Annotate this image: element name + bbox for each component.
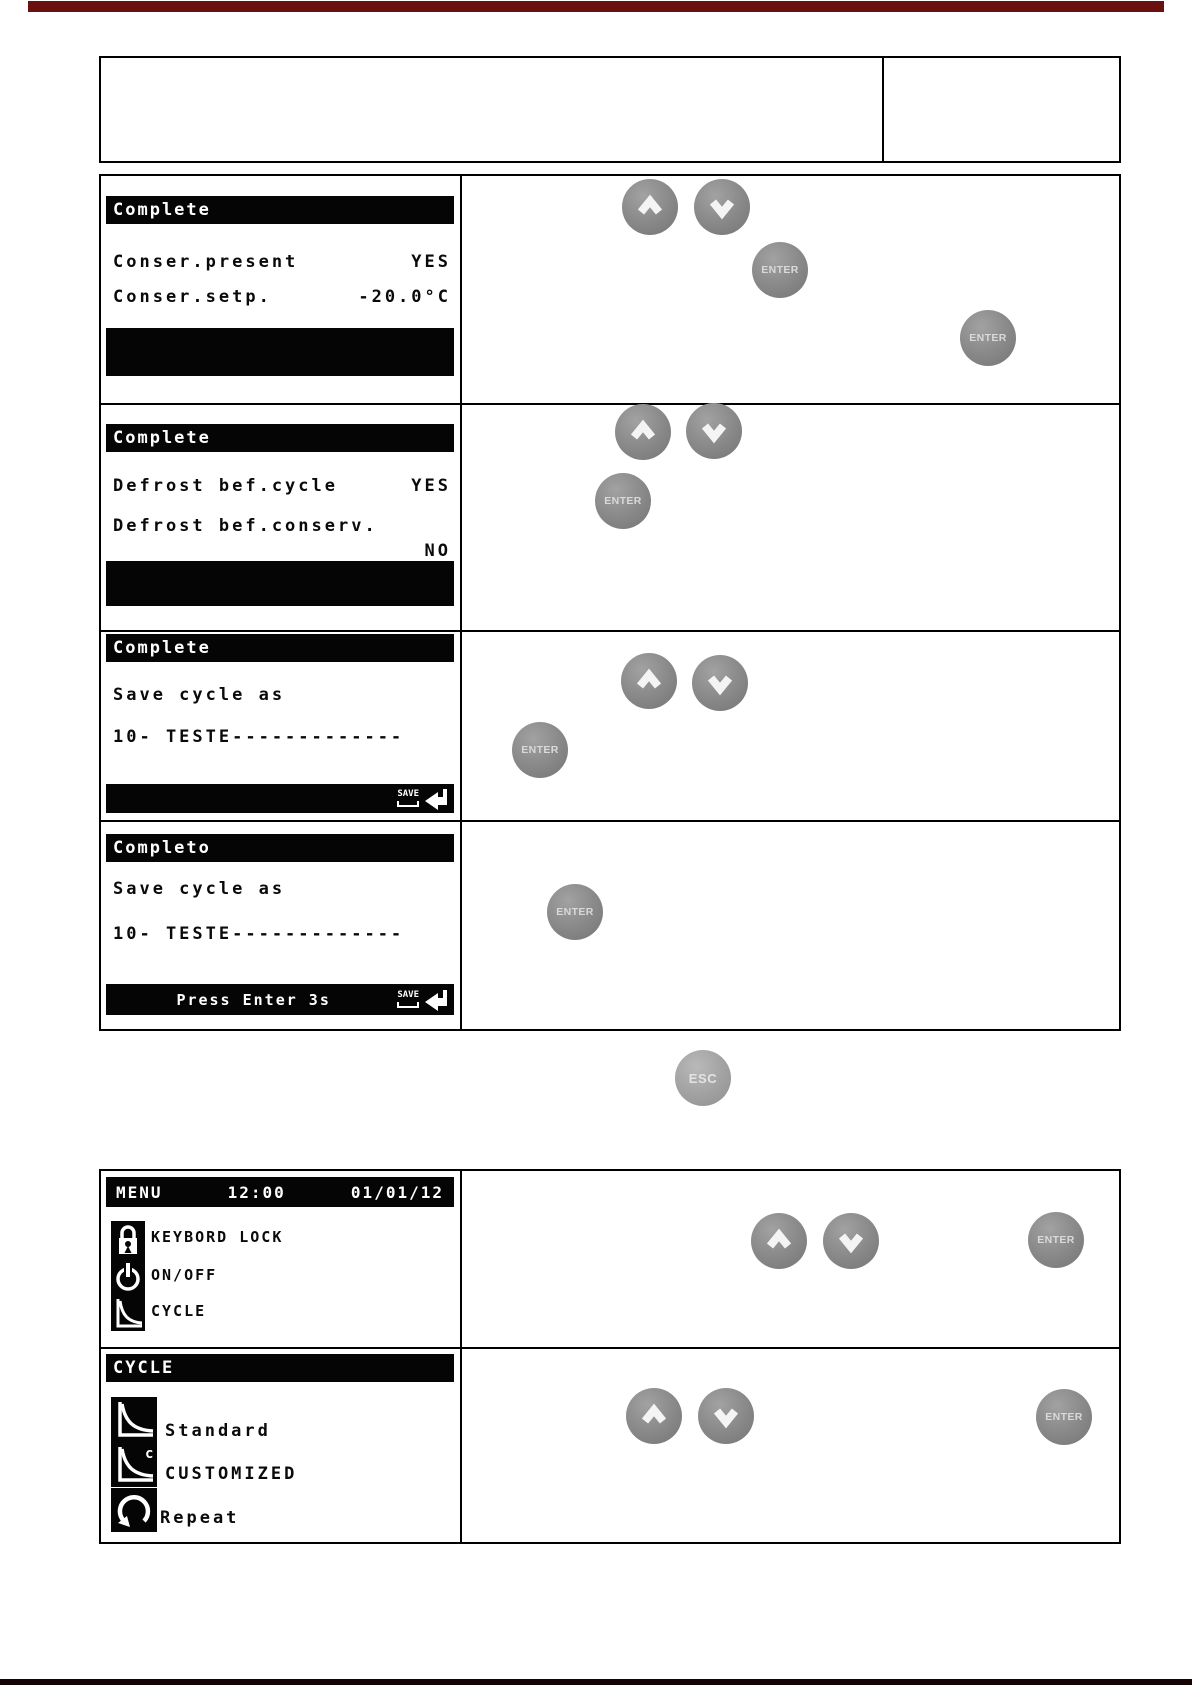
esc-button: ESC	[675, 1050, 731, 1106]
menu-item-keyboard-lock: KEYBORD LOCK	[151, 1228, 284, 1246]
enter-button: ENTER	[752, 242, 808, 298]
param-value: YES	[411, 476, 451, 496]
enter-button: ENTER	[547, 884, 603, 940]
down-button	[692, 655, 748, 711]
cycle-item-standard: Standard	[165, 1421, 271, 1441]
curve-icon	[111, 1397, 157, 1442]
menu-item-on-off: ON/OFF	[151, 1266, 218, 1284]
page-bottom-rule	[0, 1679, 1192, 1685]
row-divider-3	[101, 820, 1119, 822]
param-label: Conser.present	[113, 252, 299, 272]
lcd-title-bar	[106, 834, 454, 862]
chevron-down-icon	[703, 667, 737, 699]
lcd-text-line	[106, 252, 454, 272]
lcd-title-bar	[106, 1354, 454, 1382]
param-label: Defrost bef.conserv.	[113, 516, 378, 536]
menu-row-divider	[101, 1347, 1119, 1349]
chevron-up-icon	[626, 416, 660, 448]
svg-text:c: c	[145, 1446, 154, 1462]
lcd-screen-menu	[106, 1177, 454, 1335]
chevron-down-icon	[834, 1225, 868, 1257]
lcd-text-line	[106, 924, 454, 944]
lcd-screen-step4	[106, 834, 454, 1016]
param-label: Defrost bef.cycle	[113, 476, 338, 496]
up-button	[626, 1388, 682, 1444]
lcd-title-bar	[106, 196, 454, 224]
enter-button: ENTER	[595, 473, 651, 529]
chevron-up-icon	[632, 665, 666, 697]
down-button	[694, 179, 750, 235]
param-label: Save cycle as	[113, 685, 286, 705]
lcd-title: Complete	[113, 428, 211, 448]
param-label: Conser.setp.	[113, 287, 272, 307]
menu-table-column-divider	[460, 1171, 462, 1542]
menu-time: 12:00	[227, 1182, 286, 1202]
down-button	[686, 403, 742, 459]
lcd-title-bar	[106, 424, 454, 452]
lcd-text-line	[106, 287, 454, 307]
down-button	[823, 1213, 879, 1269]
menu-item-cycle: CYCLE	[151, 1302, 207, 1320]
save-icon: SAVE	[397, 991, 419, 1008]
chevron-down-icon	[697, 415, 731, 447]
chevron-up-icon	[637, 1400, 671, 1432]
enter-button: ENTER	[512, 722, 568, 778]
lcd-text-line	[106, 727, 454, 747]
repeat-icon	[111, 1488, 157, 1532]
lcd-footer-bar	[106, 784, 454, 813]
lcd-text-line	[106, 541, 454, 561]
enter-arrow-icon	[424, 989, 450, 1011]
up-button	[622, 179, 678, 235]
curve-c-icon	[111, 1442, 157, 1487]
chevron-up-icon	[762, 1225, 796, 1257]
cycle-name-value: 10- TESTE-------------	[113, 727, 405, 747]
lcd-footer-bar	[106, 561, 454, 606]
page-top-rule	[28, 1, 1164, 12]
lcd-title: Complete	[113, 638, 211, 658]
lcd-screen-step3	[106, 634, 454, 814]
lcd-text-line	[106, 879, 454, 899]
row-divider-1	[101, 403, 1119, 405]
menu-title: MENU	[116, 1182, 163, 1202]
enter-button: ENTER	[1028, 1212, 1084, 1268]
row-divider-2	[101, 630, 1119, 632]
lcd-text-line	[106, 516, 454, 536]
lcd-text-line	[106, 685, 454, 705]
curve-icon	[111, 1295, 145, 1331]
steps-table-column-divider	[460, 176, 462, 1029]
save-icon: SAVE	[397, 790, 419, 807]
menu-date: 01/01/12	[350, 1182, 444, 1202]
footer-message: Press Enter 3s	[176, 990, 331, 1009]
lcd-title-bar	[106, 634, 454, 662]
lcd-footer-bar	[106, 328, 454, 376]
down-button	[698, 1388, 754, 1444]
lcd-screen-cycle	[106, 1354, 454, 1534]
param-label: Save cycle as	[113, 879, 286, 899]
lcd-title: CYCLE	[113, 1358, 175, 1378]
param-value: NO	[424, 541, 451, 561]
up-button	[621, 653, 677, 709]
lcd-title: Completo	[113, 838, 211, 858]
chevron-up-icon	[633, 191, 667, 223]
enter-button: ENTER	[960, 310, 1016, 366]
header-table-divider	[882, 58, 884, 161]
enter-button: ENTER	[1036, 1389, 1092, 1445]
lcd-screen-step2	[106, 424, 454, 606]
up-button	[751, 1213, 807, 1269]
lcd-title-bar	[106, 1177, 454, 1207]
lcd-title: Complete	[113, 200, 211, 220]
cycle-name-value: 10- TESTE-------------	[113, 924, 405, 944]
enter-arrow-icon	[424, 788, 450, 810]
param-value: YES	[411, 252, 451, 272]
chevron-down-icon	[705, 191, 739, 223]
lcd-text-line	[106, 476, 454, 496]
lcd-footer-bar	[106, 984, 454, 1015]
chevron-down-icon	[709, 1400, 743, 1432]
header-table	[99, 56, 1121, 163]
power-icon	[111, 1259, 145, 1295]
lcd-screen-step1	[106, 196, 454, 378]
cycle-item-repeat: Repeat	[160, 1508, 240, 1528]
param-value: -20.0°C	[358, 287, 451, 307]
lock-icon	[111, 1221, 145, 1259]
up-button	[615, 404, 671, 460]
cycle-item-customized: CUSTOMIZED	[165, 1464, 298, 1484]
